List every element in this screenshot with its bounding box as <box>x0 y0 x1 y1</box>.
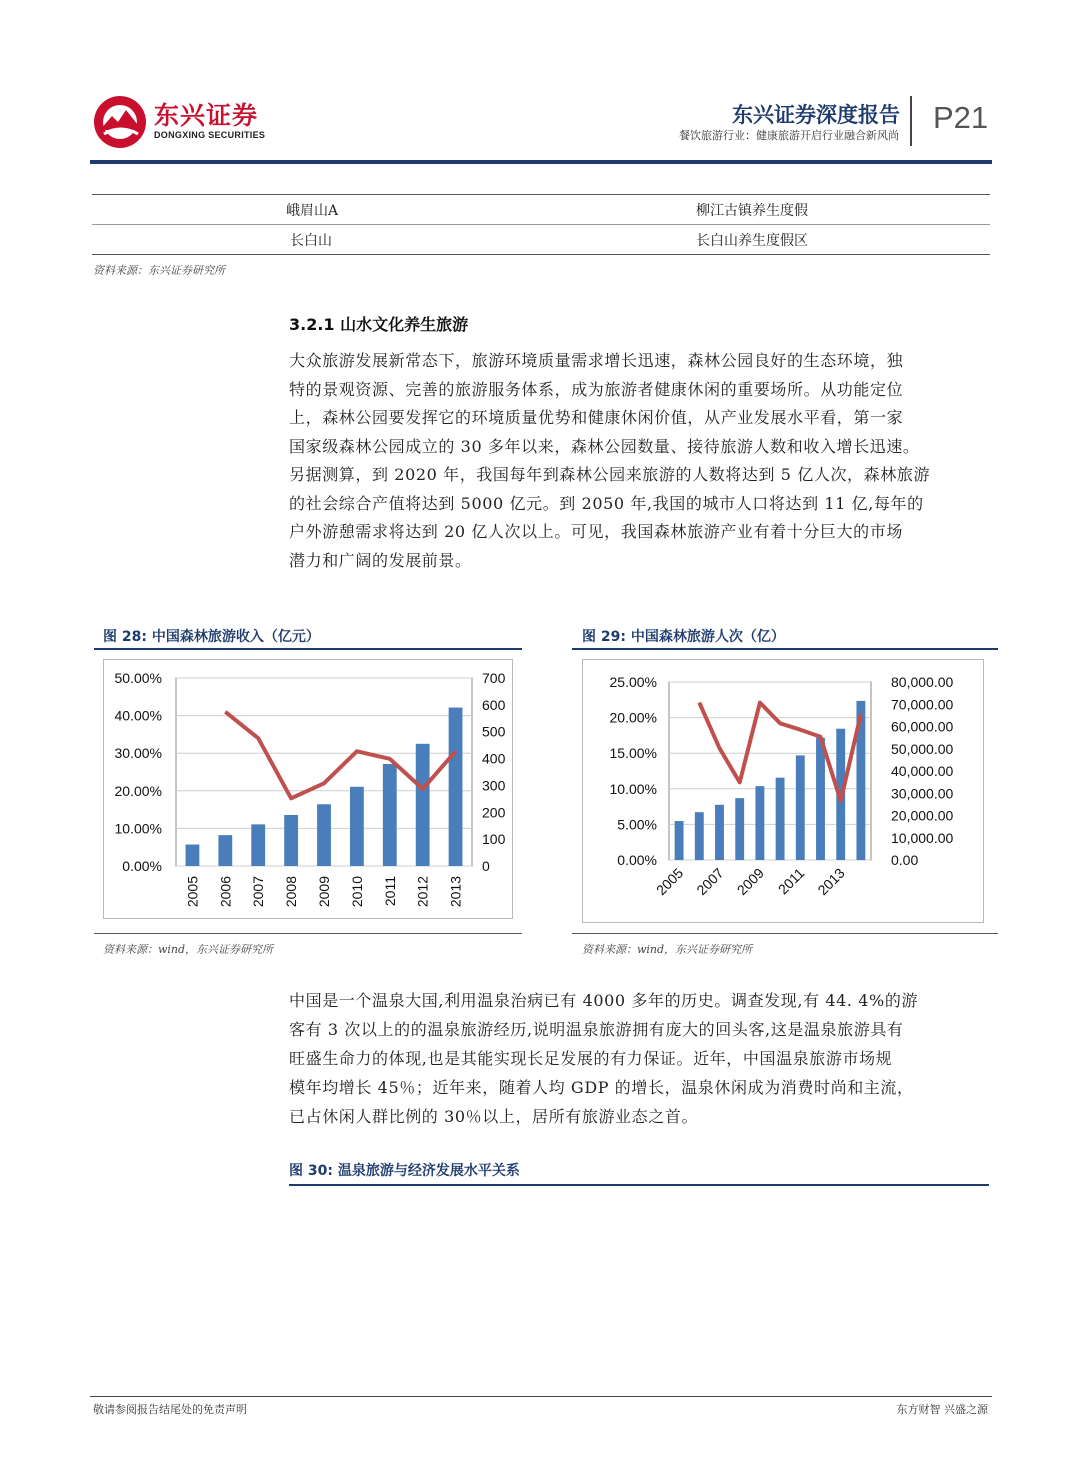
footer-rule <box>90 1396 992 1397</box>
bar <box>675 821 684 860</box>
logo-cn: 东兴证券 <box>154 102 259 130</box>
chart-29-svg <box>583 660 983 922</box>
text-line: 模年均增长 45％；近年来，随着人均 GDP 的增长，温泉休闲成为消费时尚和主流， <box>289 1078 914 1097</box>
text-line: 旺盛生命力的体现,也是其能实现长足发展的有力保证。近年，中国温泉旅游市场规 <box>289 1049 893 1068</box>
report-subtitle: 餐饮旅游行业：健康旅游开启行业融合新风尚 <box>679 129 899 142</box>
section-heading: 3.2.1 山水文化养生旅游 <box>289 315 469 334</box>
y-right-tick-label: 70,000.00 <box>891 696 954 713</box>
x-tick-label: 2006 <box>217 876 234 908</box>
x-tick-label: 2009 <box>733 864 768 899</box>
text-line: 特的景观资源、完善的旅游服务体系，成为旅游者健康休闲的重要场所。从功能定位 <box>289 379 904 399</box>
figure-29-source: 资料来源：wind，东兴证券研究所 <box>582 943 753 956</box>
y-left-tick-label: 40.00% <box>114 707 162 724</box>
y-right-tick-label: 50,000.00 <box>891 740 954 757</box>
bar <box>186 845 200 866</box>
figure-28-source: 资料来源：wind，东兴证券研究所 <box>103 943 274 956</box>
header-divider <box>910 96 912 146</box>
table-source: 资料来源：东兴证券研究所 <box>93 264 225 277</box>
y-left-tick-label: 20.00% <box>609 709 657 726</box>
x-tick-label: 2013 <box>814 864 848 899</box>
y-left-tick-label: 15.00% <box>609 745 657 762</box>
figure-30-title: 图 30: 温泉旅游与经济发展水平关系 <box>289 1163 520 1179</box>
header-rule <box>90 160 992 164</box>
bar <box>735 798 744 860</box>
logo-en: DONGXING SECURITIES <box>154 130 266 140</box>
y-right-tick-label: 200 <box>482 804 506 821</box>
y-right-tick-label: 20,000.00 <box>891 807 954 824</box>
figure-30-rule <box>289 1184 989 1186</box>
figure-28-rule <box>94 648 522 650</box>
y-right-tick-label: 700 <box>482 670 506 686</box>
paragraph-hot-springs <box>289 986 989 1131</box>
footer-disclaimer: 敬请参阅报告结尾处的免责声明 <box>93 1403 247 1416</box>
y-right-tick-label: 600 <box>482 696 506 713</box>
y-left-tick-label: 5.00% <box>617 816 657 833</box>
figure-28-bottom-rule <box>94 933 522 934</box>
bar <box>350 787 364 866</box>
y-right-tick-label: 30,000.00 <box>891 785 954 802</box>
y-left-tick-label: 30.00% <box>114 745 162 762</box>
bar <box>416 744 430 866</box>
y-right-tick-label: 80,000.00 <box>891 674 954 690</box>
y-right-tick-label: 300 <box>482 777 506 794</box>
text-line: 客有 3 次以上的的温泉旅游经历,说明温泉旅游拥有庞大的回头客,这是温泉旅游具有 <box>289 1020 904 1039</box>
y-left-tick-label: 0.00% <box>617 852 657 868</box>
bar <box>816 738 825 860</box>
logo-mark-icon <box>92 94 148 150</box>
footer-slogan: 东方财智 兴盛之源 <box>896 1403 988 1416</box>
text-line: 大众旅游发展新常态下，旅游环境质量需求增长迅速，森林公园良好的生态环境，独 <box>289 351 904 370</box>
report-title: 东兴证券深度报告 <box>732 103 900 127</box>
text-line: 的社会综合产值将达到 5000 亿元。到 2050 年,我国的城市人口将达到 11 亿,每年的 <box>289 493 924 513</box>
page-number: P21 <box>933 100 989 135</box>
y-left-tick-label: 10.00% <box>114 820 162 837</box>
y-right-tick-label: 10,000.00 <box>891 829 954 846</box>
bar <box>251 824 265 866</box>
x-tick-label: 2005 <box>652 864 687 899</box>
y-left-tick-label: 50.00% <box>114 670 162 686</box>
text-line: 潜力和广阔的发展前景。 <box>289 550 472 570</box>
y-right-tick-label: 400 <box>482 750 506 767</box>
x-tick-label: 2008 <box>283 876 300 908</box>
bar <box>317 804 331 866</box>
y-right-tick-label: 60,000.00 <box>891 718 954 735</box>
text-line: 中国是一个温泉大国,利用温泉治病已有 4000 多年的历史。调查发现,有 44. 4%的游 <box>289 991 919 1010</box>
table-cell: 长白山养生度假区 <box>696 233 808 249</box>
bar <box>449 708 463 866</box>
bar <box>383 764 397 866</box>
table-cell: 柳江古镇养生度假 <box>696 203 808 219</box>
figure-29-rule <box>572 648 998 650</box>
x-tick-label: 2011 <box>381 876 398 907</box>
x-tick-label: 2007 <box>250 876 267 908</box>
x-tick-label: 2011 <box>774 864 808 898</box>
x-tick-label: 2009 <box>316 876 332 908</box>
table-top-border <box>92 194 990 195</box>
figure-29-title: 图 29: 中国森林旅游人次（亿） <box>582 629 785 645</box>
y-right-tick-label: 100 <box>482 831 506 848</box>
y-left-tick-label: 20.00% <box>114 782 162 799</box>
chart-28-svg <box>104 660 512 918</box>
y-right-tick-label: 0.00 <box>891 852 919 868</box>
bar <box>776 778 785 860</box>
y-right-tick-label: 40,000.00 <box>891 763 954 779</box>
bar <box>284 815 298 866</box>
table-cell: 长白山 <box>290 233 332 249</box>
bar <box>796 755 805 860</box>
table-row-divider <box>92 224 990 225</box>
bar <box>218 835 232 866</box>
y-left-tick-label: 25.00% <box>609 674 657 690</box>
x-tick-label: 2005 <box>184 876 201 908</box>
text-line: 户外游憩需求将达到 20 亿人次以上。可见，我国森林旅游产业有着十分巨大的市场 <box>289 522 903 541</box>
x-tick-label: 2012 <box>414 876 431 908</box>
text-line: 国家级森林公园成立的 30 多年以来，森林公园数量、接待旅游人数和收入增长迅速。 <box>289 436 920 456</box>
x-tick-label: 2013 <box>447 876 464 908</box>
figure-28-title: 图 28: 中国森林旅游收入（亿元） <box>103 629 320 645</box>
bar <box>755 786 764 860</box>
text-line: 另据测算，到 2020 年，我国每年到森林公园来旅游的人数将达到 5 亿人次，森林旅游 <box>289 465 931 484</box>
section-paragraph <box>289 347 989 575</box>
y-right-tick-label: 0 <box>482 858 490 874</box>
y-right-tick-label: 500 <box>482 723 506 740</box>
table-bottom-border <box>92 254 990 255</box>
chart-28 <box>103 659 513 919</box>
figure-29-bottom-rule <box>572 933 998 934</box>
bar <box>695 812 704 860</box>
text-line: 已占休闲人群比例的 30％以上，居所有旅游业态之首。 <box>289 1107 699 1126</box>
y-left-tick-label: 0.00% <box>122 858 162 874</box>
table-cell: 峨眉山A <box>286 203 339 219</box>
x-tick-label: 2007 <box>693 864 727 899</box>
text-line: 上，森林公园要发挥它的环境质量优势和健康休闲价值，从产业发展水平看，第一家 <box>289 408 904 427</box>
x-tick-label: 2010 <box>348 876 365 908</box>
y-left-tick-label: 10.00% <box>609 780 657 797</box>
chart-29 <box>582 659 984 923</box>
bar <box>715 805 724 860</box>
logo <box>92 94 272 150</box>
